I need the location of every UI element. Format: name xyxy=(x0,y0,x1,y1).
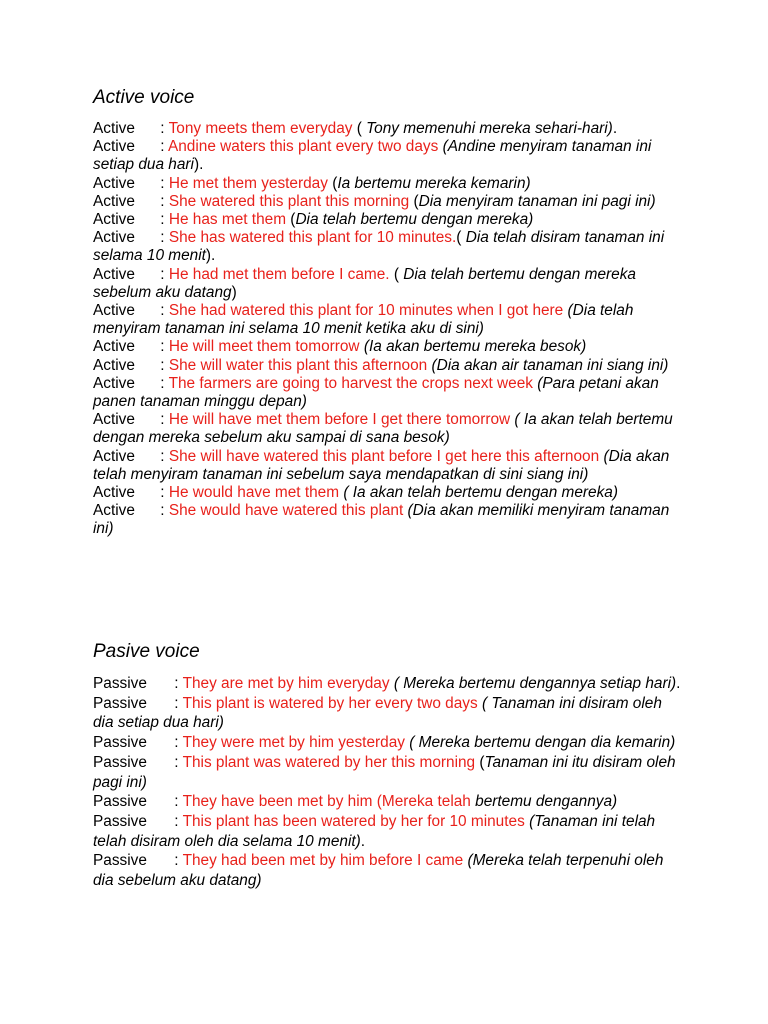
active-punctuation-close: ). xyxy=(193,156,204,174)
active-entry-separator: : xyxy=(156,374,169,392)
passive-english-sentence: This plant was watered by her this morning xyxy=(182,753,476,771)
passive-entry-separator: : xyxy=(170,812,183,830)
passive-indonesian-translation: Tanaman ini itu disiram oleh pagi ini) xyxy=(93,753,676,791)
active-punctuation-open: ( xyxy=(409,192,419,210)
active-indonesian-translation: Dia menyiram tanaman ini pagi ini) xyxy=(418,192,656,210)
active-english-sentence: He had met them before I came. xyxy=(168,265,390,283)
active-entry-separator: : xyxy=(156,447,169,465)
active-indonesian-translation: (Dia telah menyiram tanaman ini selama 10 menit ketika aku di sini) xyxy=(93,302,634,338)
active-entry-separator: : xyxy=(156,192,169,210)
active-punctuation-open: ( xyxy=(352,120,367,137)
active-sentence-entry xyxy=(93,338,685,356)
active-indonesian-translation: (Para petani akan panen tanaman minggu depan) xyxy=(93,374,659,411)
active-indonesian-translation: ( Ia akan telah bertemu dengan mereka sebelum aku sampai di sana besok) xyxy=(93,411,673,447)
active-sentence-entry xyxy=(93,211,685,229)
passive-sentence-entry xyxy=(93,753,685,792)
active-entry-separator: : xyxy=(156,265,169,283)
active-entry-label: Active xyxy=(93,484,135,502)
active-english-sentence: He has met them xyxy=(168,211,287,229)
active-entry-separator: : xyxy=(156,484,169,502)
active-english-sentence: She would have watered this plant xyxy=(168,502,404,520)
active-english-sentence: She will water this plant this afternoon xyxy=(168,356,428,374)
active-indonesian-translation: Dia telah bertemu dengan mereka sebelum aku datang xyxy=(93,265,636,301)
active-entry-label: Active xyxy=(93,174,135,192)
active-indonesian-translation: Dia telah bertemu dengan mereka) xyxy=(295,211,534,229)
passive-entry-separator: : xyxy=(170,852,183,870)
active-punctuation-open: ( xyxy=(456,229,466,247)
passive-english-sentence: They had been met by him before I came xyxy=(182,852,464,870)
active-indonesian-translation: (Andine menyiram tanaman ini setiap dua hari xyxy=(93,138,652,174)
active-entry-separator: : xyxy=(156,338,169,356)
active-english-sentence: The farmers are going to harvest the crops next week xyxy=(168,374,533,392)
passive-entry-label: Passive xyxy=(93,694,147,712)
active-indonesian-translation: (Dia akan memiliki menyiram tanaman ini) xyxy=(93,502,670,538)
passive-english-sentence: They were met by him yesterday xyxy=(182,734,405,752)
active-sentence-entry xyxy=(93,302,685,338)
passive-entry-label: Passive xyxy=(93,793,147,811)
passive-sentence-entry xyxy=(93,674,685,694)
passive-indonesian-translation: ( Tanaman ini disiram oleh dia setiap dua hari) xyxy=(93,694,662,732)
active-voice-section xyxy=(93,86,685,539)
passive-english-sentence: This plant has been watered by her for 10 minutes xyxy=(182,812,525,830)
passive-entry-label: Passive xyxy=(93,753,147,771)
active-sentence-entry xyxy=(93,484,685,502)
passive-entry-separator: : xyxy=(170,694,183,712)
active-entry-separator: : xyxy=(156,502,169,520)
active-entry-label: Active xyxy=(93,502,135,520)
passive-sentence-entry xyxy=(93,851,685,890)
active-english-sentence: She had watered this plant for 10 minutes when I got here xyxy=(168,302,564,320)
passive-entry-separator: : xyxy=(170,675,183,692)
passive-sentence-entry xyxy=(93,792,685,812)
passive-punctuation-open: ( xyxy=(475,753,485,771)
active-entry-separator: : xyxy=(156,229,169,247)
passive-voice-section xyxy=(93,640,685,891)
active-sentence-entry xyxy=(93,120,685,138)
passive-indonesian-translation: ( Mereka bertemu dengannya setiap hari) xyxy=(393,675,677,692)
passive-sentence-entry xyxy=(93,812,685,851)
active-indonesian-translation: (Dia akan air tanaman ini siang ini) xyxy=(431,356,669,374)
passive-sentence-list xyxy=(93,674,685,891)
passive-english-sentence: They have been met by him (Mereka telah xyxy=(182,793,471,811)
active-english-sentence: He met them yesterday xyxy=(168,174,328,192)
active-indonesian-translation: (Dia akan telah menyiram tanaman ini sebelum saya mendapatkan di sini siang ini) xyxy=(93,447,670,483)
passive-entry-label: Passive xyxy=(93,734,147,752)
active-sentence-list xyxy=(93,120,685,539)
active-entry-separator: : xyxy=(156,120,169,137)
passive-english-sentence: This plant is watered by her every two days xyxy=(182,694,478,712)
active-punctuation-close: ). xyxy=(205,247,216,265)
active-entry-label: Active xyxy=(93,120,135,137)
active-english-sentence: She will have watered this plant before I get here this afternoon xyxy=(168,447,600,465)
active-sentence-entry xyxy=(93,266,685,302)
passive-english-sentence: They are met by him everyday xyxy=(182,675,390,692)
active-entry-label: Active xyxy=(93,229,135,247)
passive-punctuation-close: . xyxy=(676,675,681,692)
active-entry-label: Active xyxy=(93,211,135,229)
passive-indonesian-translation: bertemu dengannya) xyxy=(475,793,618,811)
passive-entry-separator: : xyxy=(170,793,183,811)
active-entry-label: Active xyxy=(93,302,135,320)
passive-entry-separator: : xyxy=(170,734,183,752)
active-entry-label: Active xyxy=(93,356,135,374)
passive-voice-heading: Pasive voice xyxy=(93,641,200,662)
active-english-sentence: He will have met them before I get there tomorrow xyxy=(168,411,511,429)
active-english-sentence: Tony meets them everyday xyxy=(168,120,353,137)
active-indonesian-translation: (Ia akan bertemu mereka besok) xyxy=(363,338,587,356)
passive-indonesian-translation: ( Mereka bertemu dengan dia kemarin) xyxy=(409,734,676,752)
active-sentence-entry xyxy=(93,375,685,411)
active-sentence-entry xyxy=(93,193,685,211)
active-indonesian-translation: Ia bertemu mereka kemarin) xyxy=(337,174,531,192)
active-indonesian-translation: Tony memenuhi mereka sehari-hari) xyxy=(366,120,613,137)
active-voice-heading: Active voice xyxy=(93,87,195,108)
active-entry-separator: : xyxy=(156,411,169,429)
active-entry-label: Active xyxy=(93,265,135,283)
active-english-sentence: Andine waters this plant every two days xyxy=(167,138,439,156)
active-punctuation-close: ) xyxy=(231,283,237,301)
active-english-sentence: He would have met them xyxy=(168,484,340,502)
passive-entry-label: Passive xyxy=(93,812,147,830)
passive-sentence-entry xyxy=(93,733,685,753)
active-sentence-entry xyxy=(93,357,685,375)
active-entry-label: Active xyxy=(93,192,135,210)
active-entry-label: Active xyxy=(93,338,135,356)
active-entry-label: Active xyxy=(93,138,135,156)
passive-sentence-entry xyxy=(93,694,685,733)
passive-indonesian-translation: (Tanaman ini telah telah disiram oleh dia selama 10 menit) xyxy=(93,812,656,850)
active-entry-separator: : xyxy=(156,211,169,229)
passive-entry-separator: : xyxy=(170,753,183,771)
active-english-sentence: She watered this plant this morning xyxy=(168,192,410,210)
active-sentence-entry xyxy=(93,175,685,193)
passive-entry-label: Passive xyxy=(93,852,147,870)
active-punctuation-open: ( xyxy=(327,174,338,192)
active-entry-separator: : xyxy=(156,138,168,156)
active-punctuation-open: ( xyxy=(286,211,296,229)
passive-entry-label: Passive xyxy=(93,675,147,692)
active-entry-separator: : xyxy=(156,356,169,374)
active-sentence-entry xyxy=(93,448,685,484)
active-entry-separator: : xyxy=(156,174,169,192)
active-punctuation-open: ( xyxy=(389,265,404,283)
active-entry-label: Active xyxy=(93,374,135,392)
active-entry-label: Active xyxy=(93,411,135,429)
active-punctuation-close: . xyxy=(612,120,618,137)
active-sentence-entry xyxy=(93,229,685,265)
passive-punctuation-close: . xyxy=(360,832,366,850)
active-indonesian-translation: ( Ia akan telah bertemu dengan mereka) xyxy=(343,484,618,502)
active-sentence-entry xyxy=(93,411,685,447)
passive-indonesian-translation: (Mereka telah terpenuhi oleh dia sebelum aku datang) xyxy=(93,852,664,890)
active-sentence-entry xyxy=(93,138,685,174)
active-english-sentence: He will meet them tomorrow xyxy=(168,338,360,356)
active-entry-separator: : xyxy=(156,302,169,320)
active-indonesian-translation: Dia telah disiram tanaman ini selama 10 menit xyxy=(93,229,665,265)
active-entry-label: Active xyxy=(93,447,135,465)
active-english-sentence: She has watered this plant for 10 minutes. xyxy=(168,229,457,247)
active-sentence-entry xyxy=(93,502,685,538)
